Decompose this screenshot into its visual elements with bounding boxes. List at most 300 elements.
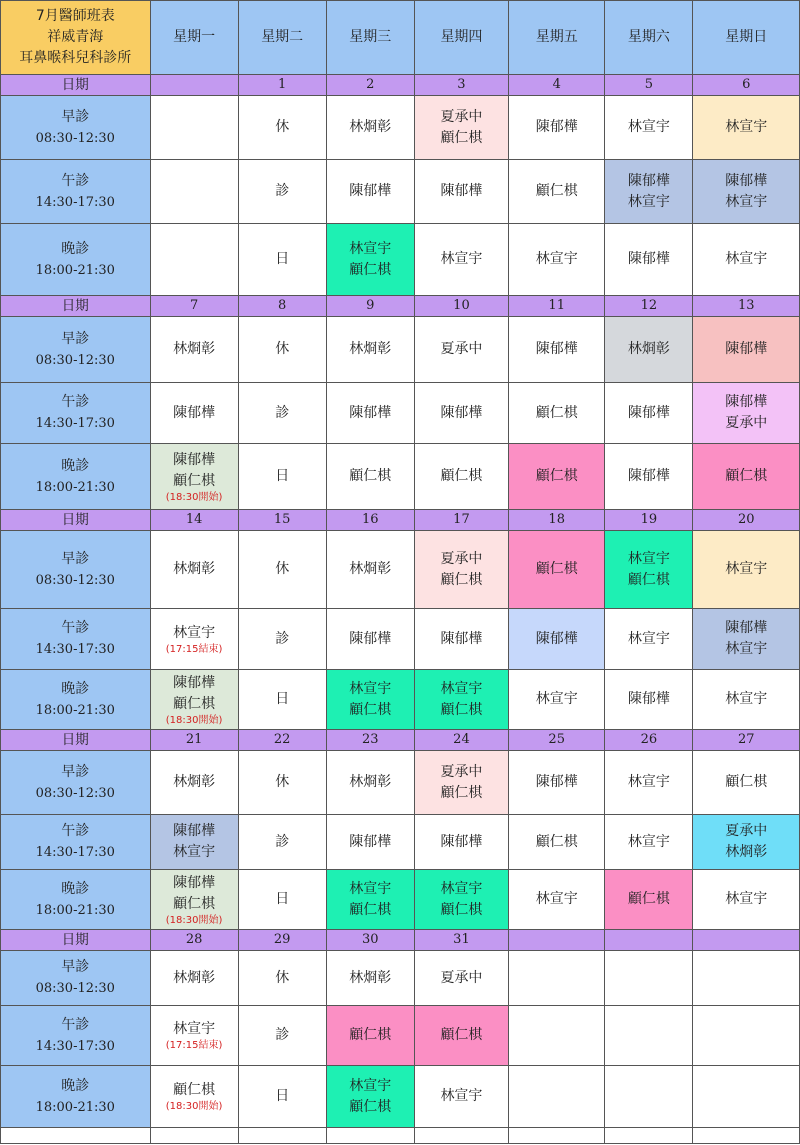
doctor-name: 林宣宇 (725, 641, 768, 657)
doctor-name: 夏承中 (725, 823, 768, 839)
schedule-cell (509, 1006, 605, 1066)
shift-row (1, 96, 800, 160)
schedule-cell (509, 609, 605, 670)
shift-time: 14:30-17:30 (35, 642, 115, 657)
doctor-name: 林烱彰 (349, 969, 392, 986)
date-label: 日期 (1, 730, 151, 751)
shift-time: 18:00-21:30 (35, 902, 115, 918)
shift-time: 18:00-21:30 (35, 262, 115, 278)
doctor-name: 顧仁棋 (627, 571, 670, 588)
schedule-cell (326, 951, 414, 1006)
schedule-cell (693, 317, 800, 383)
shift-name: 早診 (61, 959, 90, 975)
schedule-cell (414, 531, 508, 609)
schedule-cell (693, 444, 800, 510)
schedule-cell (150, 160, 238, 224)
doctor-name: 陳郁樺 (535, 774, 578, 790)
date-cell: 2 (326, 75, 414, 96)
schedule-cell (605, 751, 693, 815)
doctor-name: 林烱彰 (349, 561, 392, 577)
shift-time: 08:30-12:30 (35, 130, 115, 146)
schedule-cell (605, 670, 693, 730)
closed-day-cell: 休 (238, 317, 326, 383)
shift-time: 18:00-21:30 (35, 1099, 115, 1115)
schedule-cell (326, 609, 414, 670)
shift-name: 午診 (61, 620, 90, 636)
schedule-cell (605, 96, 693, 160)
doctor-name: 顧仁棋 (349, 901, 392, 918)
closed-day-cell: 休 (238, 96, 326, 160)
doctor-name: 陳郁樺 (173, 404, 216, 421)
schedule-cell (326, 1006, 414, 1066)
doctor-name: 林宣宇 (440, 680, 483, 697)
date-cell: 22 (238, 730, 326, 751)
shift-name: 午診 (61, 1016, 90, 1033)
doctor-name: 陳郁樺 (349, 404, 392, 421)
shift-time: 18:00-21:30 (35, 702, 115, 718)
empty-cell (326, 1128, 414, 1144)
schedule-cell (326, 670, 414, 730)
weekday-header: 星期六 (605, 1, 693, 75)
doctor-name: 陳郁樺 (725, 620, 768, 636)
shift-note: (18:30開始) (165, 491, 223, 503)
title-line: 7月醫師班表 (35, 8, 115, 24)
schedule-cell (693, 224, 800, 296)
shift-label (1, 951, 151, 1006)
date-cell: 10 (414, 296, 508, 317)
doctor-name: 顧仁棋 (535, 468, 578, 484)
doctor-name: 夏承中 (725, 415, 768, 431)
schedule-cell (414, 224, 508, 296)
closed-day-cell: 診 (238, 609, 326, 670)
schedule-cell (150, 815, 238, 870)
shift-name: 早診 (61, 108, 90, 125)
doctor-name: 顧仁棋 (535, 404, 578, 421)
schedule-cell (509, 383, 605, 444)
doctor-name: 陳郁樺 (173, 674, 216, 691)
schedule-cell (605, 383, 693, 444)
schedule-cell (326, 224, 414, 296)
schedule-cell (693, 1066, 800, 1128)
schedule-cell (414, 609, 508, 670)
date-cell: 3 (414, 75, 508, 96)
date-cell: 28 (150, 930, 238, 951)
doctor-name: 林烱彰 (349, 774, 392, 790)
schedule-cell (509, 96, 605, 160)
schedule-cell (693, 951, 800, 1006)
weekday-header: 星期五 (509, 1, 605, 75)
weekday-header: 星期四 (414, 1, 508, 75)
closed-day-cell: 休 (238, 751, 326, 815)
shift-name: 早診 (61, 330, 90, 347)
doctor-name: 林宣宇 (349, 880, 392, 897)
doctor-name: 陳郁樺 (173, 451, 216, 468)
title-line: 耳鼻喉科兒科診所 (19, 50, 132, 66)
date-cell (605, 930, 693, 951)
schedule-cell (414, 670, 508, 730)
trailing-row (1, 1128, 800, 1144)
doctor-name: 顧仁棋 (349, 261, 392, 278)
doctor-name: 顧仁棋 (725, 774, 768, 790)
date-cell: 12 (605, 296, 693, 317)
schedule-cell (326, 160, 414, 224)
date-row (1, 296, 800, 317)
schedule-cell (509, 1066, 605, 1128)
schedule-cell (150, 951, 238, 1006)
doctor-name: 陳郁樺 (725, 341, 768, 357)
doctor-name: 顧仁棋 (173, 695, 216, 712)
doctor-name: 顧仁棋 (440, 468, 483, 484)
closed-day-cell: 日 (238, 1066, 326, 1128)
closed-day-cell: 日 (238, 224, 326, 296)
doctor-name: 顧仁棋 (725, 468, 768, 484)
closed-day-cell: 診 (238, 383, 326, 444)
schedule-cell (605, 317, 693, 383)
doctor-name: 陳郁樺 (725, 172, 768, 189)
schedule-cell (150, 444, 238, 510)
date-cell: 21 (150, 730, 238, 751)
shift-name: 晚診 (61, 1077, 90, 1094)
date-cell: 5 (605, 75, 693, 96)
date-cell: 29 (238, 930, 326, 951)
schedule-cell (150, 670, 238, 730)
shift-name: 晚診 (61, 240, 90, 257)
shift-row (1, 444, 800, 510)
doctor-name: 林宣宇 (725, 193, 768, 210)
doctor-name: 夏承中 (440, 763, 483, 780)
doctor-name: 林宣宇 (440, 251, 483, 267)
schedule-cell (509, 751, 605, 815)
schedule-cell (693, 383, 800, 444)
empty-cell (150, 1128, 238, 1144)
closed-day-cell: 診 (238, 1006, 326, 1066)
shift-label (1, 751, 151, 815)
schedule-cell (150, 1006, 238, 1066)
date-label: 日期 (1, 75, 151, 96)
date-cell: 23 (326, 730, 414, 751)
schedule-cell (605, 609, 693, 670)
schedule-cell (509, 444, 605, 510)
schedule-cell (414, 317, 508, 383)
schedule-cell (605, 815, 693, 870)
weekday-header: 星期日 (693, 1, 800, 75)
shift-note: (17:15結束) (165, 643, 223, 655)
date-cell: 16 (326, 510, 414, 531)
schedule-cell (326, 815, 414, 870)
doctor-name: 林宣宇 (535, 691, 578, 707)
doctor-name: 陳郁樺 (535, 119, 578, 135)
closed-day-cell: 休 (238, 951, 326, 1006)
date-row (1, 75, 800, 96)
date-cell (150, 75, 238, 96)
weekday-header: 星期一 (150, 1, 238, 75)
shift-row (1, 224, 800, 296)
empty-cell (238, 1128, 326, 1144)
date-cell (693, 930, 800, 951)
schedule-cell (605, 531, 693, 609)
schedule-cell (605, 1006, 693, 1066)
doctor-name: 林宣宇 (173, 844, 216, 860)
shift-name: 晚診 (61, 680, 90, 697)
shift-row (1, 815, 800, 870)
date-cell: 1 (238, 75, 326, 96)
shift-name: 午診 (61, 823, 90, 839)
doctor-name: 顧仁棋 (173, 895, 216, 912)
schedule-cell (150, 870, 238, 930)
doctor-name: 林宣宇 (725, 891, 768, 907)
schedule-cell (326, 531, 414, 609)
date-cell: 4 (509, 75, 605, 96)
date-row (1, 510, 800, 531)
schedule-cell (509, 531, 605, 609)
empty-cell (1, 1128, 151, 1144)
date-cell: 14 (150, 510, 238, 531)
doctor-name: 陳郁樺 (627, 691, 670, 707)
doctor-name: 陳郁樺 (173, 874, 216, 891)
doctor-name: 林宣宇 (627, 550, 670, 567)
date-cell: 13 (693, 296, 800, 317)
date-cell: 24 (414, 730, 508, 751)
schedule-cell (150, 1066, 238, 1128)
date-cell: 9 (326, 296, 414, 317)
schedule-cell (693, 531, 800, 609)
shift-label (1, 160, 151, 224)
closed-day-cell: 休 (238, 531, 326, 609)
schedule-cell (414, 1066, 508, 1128)
shift-note: (18:30開始) (165, 714, 223, 726)
shift-name: 早診 (61, 763, 90, 780)
schedule-cell (509, 870, 605, 930)
schedule-cell (693, 870, 800, 930)
doctor-name: 陳郁樺 (440, 630, 483, 647)
schedule-cell (414, 383, 508, 444)
schedule-cell (414, 160, 508, 224)
empty-cell (414, 1128, 508, 1144)
date-cell: 27 (693, 730, 800, 751)
schedule-cell (150, 751, 238, 815)
date-cell: 30 (326, 930, 414, 951)
schedule-cell (693, 751, 800, 815)
shift-name: 晚診 (61, 880, 90, 897)
doctor-name: 陳郁樺 (627, 251, 670, 267)
shift-row (1, 951, 800, 1006)
schedule-cell (326, 1066, 414, 1128)
date-cell: 18 (509, 510, 605, 531)
shift-label (1, 444, 151, 510)
doctor-name: 陳郁樺 (535, 630, 578, 647)
schedule-cell (150, 383, 238, 444)
shift-row (1, 751, 800, 815)
schedule-cell (605, 951, 693, 1006)
date-row (1, 930, 800, 951)
schedule-cell (693, 1006, 800, 1066)
doctor-name: 顧仁棋 (440, 129, 483, 146)
shift-label (1, 531, 151, 609)
schedule-cell (605, 160, 693, 224)
schedule-cell (693, 609, 800, 670)
shift-row (1, 531, 800, 609)
doctor-name: 林烱彰 (725, 844, 768, 860)
schedule-cell (414, 951, 508, 1006)
empty-cell (605, 1128, 693, 1144)
doctor-name: 林烱彰 (173, 561, 216, 577)
doctor-name: 林宣宇 (627, 833, 670, 850)
doctor-name: 林宣宇 (725, 251, 768, 267)
shift-time: 08:30-12:30 (35, 785, 115, 801)
doctor-name: 林烱彰 (173, 774, 216, 790)
doctor-name: 顧仁棋 (440, 701, 483, 718)
schedule-cell (693, 815, 800, 870)
schedule-cell (509, 317, 605, 383)
doctor-name: 林宣宇 (627, 193, 670, 210)
schedule-cell (326, 444, 414, 510)
shift-label (1, 1006, 151, 1066)
doctor-name: 林宣宇 (725, 561, 768, 577)
shift-time: 14:30-17:30 (35, 194, 115, 210)
doctor-name: 顧仁棋 (535, 183, 578, 199)
date-cell: 15 (238, 510, 326, 531)
schedule-cell (414, 96, 508, 160)
schedule-cell (414, 1006, 508, 1066)
date-cell: 20 (693, 510, 800, 531)
doctor-name: 林宣宇 (627, 119, 670, 135)
schedule-cell (605, 1066, 693, 1128)
schedule-cell (693, 96, 800, 160)
shift-row (1, 609, 800, 670)
shift-time: 14:30-17:30 (35, 416, 115, 431)
schedule-cell (150, 224, 238, 296)
doctor-name: 林烱彰 (627, 341, 670, 357)
doctor-name: 夏承中 (440, 550, 483, 567)
date-cell (509, 930, 605, 951)
schedule-cell (150, 609, 238, 670)
doctor-name: 林宣宇 (440, 880, 483, 897)
schedule-cell (693, 160, 800, 224)
schedule-cell (150, 96, 238, 160)
date-cell: 11 (509, 296, 605, 317)
schedule-cell (509, 670, 605, 730)
doctor-name: 林宣宇 (349, 1077, 392, 1094)
date-cell: 8 (238, 296, 326, 317)
weekday-header: 星期三 (326, 1, 414, 75)
schedule-cell (326, 317, 414, 383)
shift-row (1, 1066, 800, 1128)
date-row (1, 730, 800, 751)
doctor-name: 陳郁樺 (627, 468, 670, 484)
shift-row (1, 317, 800, 383)
doctor-name: 顧仁棋 (535, 561, 578, 577)
schedule-cell (326, 96, 414, 160)
shift-time: 08:30-12:30 (35, 352, 115, 368)
doctor-name: 顧仁棋 (349, 1098, 392, 1115)
shift-name: 午診 (61, 172, 90, 189)
doctor-name: 林宣宇 (173, 1021, 216, 1037)
doctor-name: 顧仁棋 (173, 472, 216, 489)
doctor-name: 夏承中 (440, 341, 483, 357)
schedule-cell (509, 224, 605, 296)
schedule-title (1, 1, 151, 75)
doctor-name: 顧仁棋 (173, 1082, 216, 1098)
empty-cell (509, 1128, 605, 1144)
date-cell: 6 (693, 75, 800, 96)
shift-note: (17:15結束) (165, 1040, 223, 1051)
shift-time: 14:30-17:30 (35, 1038, 115, 1054)
doctor-name: 顧仁棋 (440, 784, 483, 801)
schedule-cell (150, 531, 238, 609)
doctor-name: 顧仁棋 (349, 1027, 392, 1043)
doctor-name: 林宣宇 (535, 891, 578, 907)
shift-row (1, 670, 800, 730)
doctor-name: 林宣宇 (349, 240, 392, 257)
schedule-cell (326, 751, 414, 815)
doctor-name: 林宣宇 (725, 119, 768, 135)
doctor-name: 夏承中 (440, 969, 483, 986)
closed-day-cell: 診 (238, 160, 326, 224)
weekday-header: 星期二 (238, 1, 326, 75)
schedule-cell (693, 670, 800, 730)
schedule-cell (326, 383, 414, 444)
doctor-name: 陳郁樺 (349, 183, 392, 199)
doctor-name: 林宣宇 (440, 1088, 483, 1104)
shift-note: (18:30開始) (165, 914, 223, 926)
date-cell: 7 (150, 296, 238, 317)
shift-label (1, 870, 151, 930)
date-label: 日期 (1, 930, 151, 951)
shift-name: 午診 (61, 394, 90, 410)
doctor-name: 顧仁棋 (349, 701, 392, 718)
closed-day-cell: 診 (238, 815, 326, 870)
header-row (1, 1, 800, 75)
doctor-name: 顧仁棋 (440, 1027, 483, 1043)
doctor-name: 林宣宇 (725, 691, 768, 707)
shift-time: 18:00-21:30 (35, 479, 115, 495)
doctor-name: 陳郁樺 (349, 833, 392, 850)
doctor-name: 顧仁棋 (440, 901, 483, 918)
doctor-name: 陳郁樺 (627, 404, 670, 421)
shift-row (1, 383, 800, 444)
shift-row (1, 1006, 800, 1066)
schedule-cell (509, 951, 605, 1006)
schedule-cell (509, 815, 605, 870)
schedule-cell (414, 815, 508, 870)
closed-day-cell: 日 (238, 870, 326, 930)
doctor-name: 林宣宇 (535, 251, 578, 267)
date-label: 日期 (1, 296, 151, 317)
doctor-name: 林宣宇 (349, 680, 392, 697)
doctor-name: 陳郁樺 (440, 833, 483, 850)
schedule-cell (605, 224, 693, 296)
schedule-cell (414, 444, 508, 510)
doctor-name: 陳郁樺 (535, 341, 578, 357)
date-cell: 19 (605, 510, 693, 531)
shift-label (1, 1066, 151, 1128)
title-line: 祥威青海 (47, 29, 104, 45)
empty-cell (693, 1128, 800, 1144)
schedule-cell (605, 870, 693, 930)
shift-row (1, 160, 800, 224)
doctor-name: 陳郁樺 (440, 183, 483, 199)
doctor-name: 林宣宇 (173, 624, 216, 641)
shift-time: 14:30-17:30 (35, 845, 115, 860)
doctor-name: 顧仁棋 (627, 891, 670, 907)
schedule-cell (414, 751, 508, 815)
shift-label (1, 609, 151, 670)
shift-time: 08:30-12:30 (35, 572, 115, 588)
doctor-name: 顧仁棋 (349, 468, 392, 484)
date-cell: 31 (414, 930, 508, 951)
doctor-name: 顧仁棋 (440, 571, 483, 588)
shift-label (1, 317, 151, 383)
